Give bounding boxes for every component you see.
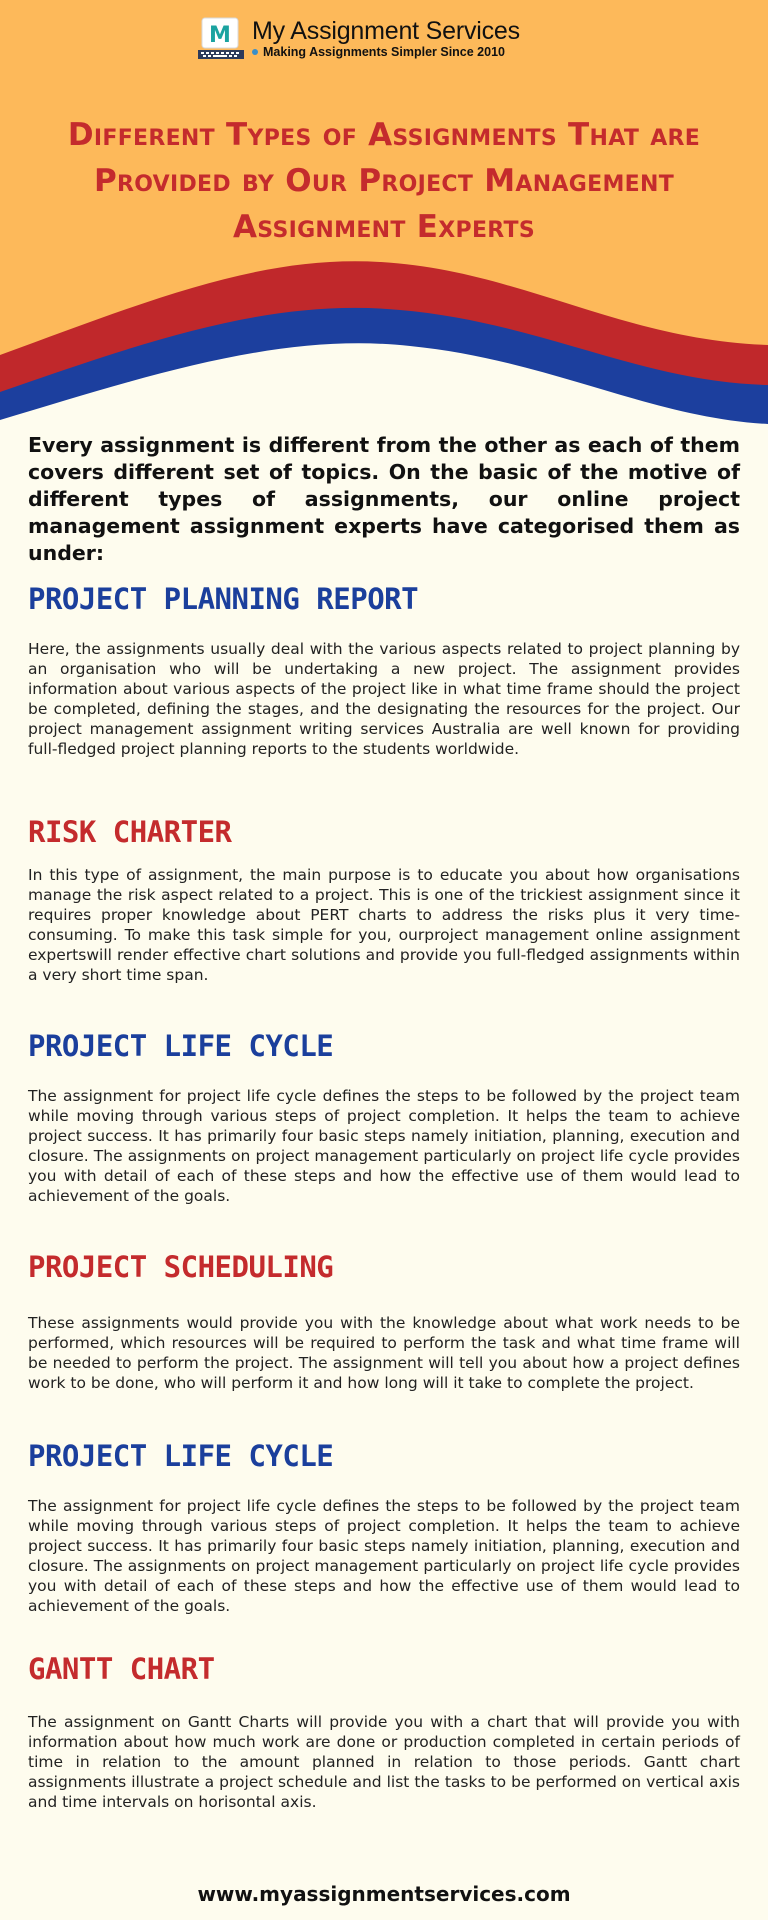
brand-logo[interactable] bbox=[198, 16, 520, 60]
section-heading-gantt-chart: GANTT CHART bbox=[28, 1652, 215, 1686]
section-body-project-planning-report: Here, the assignments usually deal with the various aspects related to project planning by an organisation who will be undertaking a new project. The assignment provides information about various aspects of the project like in what time frame should the project be completed, defining the stages, and the designating the resources for the project. Our project management assignment writing services Australia are well known for providing full-fledged project planning reports to the students worldwide. bbox=[28, 640, 740, 758]
footer-website-link[interactable]: www.myassignmentservices.com bbox=[197, 1882, 571, 1906]
section-heading-risk-charter: RISK CHARTER bbox=[28, 815, 232, 849]
brand-tagline-row bbox=[252, 45, 520, 59]
section-body-risk-charter: In this type of assignment, the main purpose is to educate you about how organisations manage the risk aspect related to a project. This is one of the trickiest assignment since it requires proper knowledge about PERT charts to address the risks plus it very time-consuming. To make this task simple for you, ourproject management online assignment expertswill render effective chart solutions and provide you full-fledged assignments within a very short time span. bbox=[28, 866, 740, 984]
logo-letter: M bbox=[209, 23, 231, 48]
section-body-gantt-chart: The assignment on Gantt Charts will provide you with a chart that will provide you with information about how much work are done or production completed in certain periods of time in relation to the amount planned in relation to those periods. Gantt chart assignments illustrate a project schedule and list the tasks to be performed on vertical axis and time intervals on horisontal axis. bbox=[28, 1713, 740, 1811]
section-heading-project-life-cycle-2: PROJECT LIFE CYCLE bbox=[28, 1439, 334, 1473]
section-body-project-life-cycle: The assignment for project life cycle defines the steps to be followed by the project team while moving through various steps of project completion. It helps the team to achieve project success. It has primarily four basic steps namely initiation, planning, execution and closure. The assignments on project management particularly on project life cycle provides you with detail of each of these steps and how the effective use of them would lead to achievement of the goals. bbox=[28, 1087, 740, 1205]
logo-mark-icon bbox=[198, 16, 246, 60]
brand-name: My Assignment Services bbox=[252, 17, 520, 45]
section-heading-project-scheduling: PROJECT SCHEDULING bbox=[28, 1250, 334, 1284]
section-body-project-scheduling: These assignments would provide you with the knowledge about what work needs to be performed, which resources will be required to perform the task and what time frame will be needed to perform the project. The assignment will tell you about how a project defines work to be done, who will perform it and how long will it take to complete the project. bbox=[28, 1314, 740, 1392]
intro-paragraph: Every assignment is different from the other as each of them covers different set of topics. On the basic of the motive of different types of assignments, our online project management assignment experts have categorised them as under: bbox=[28, 433, 740, 565]
page-title: Different Types of Assignments That are Provided by Our Project Management Assignment Experts bbox=[67, 117, 701, 245]
section-heading-project-life-cycle: PROJECT LIFE CYCLE bbox=[28, 1029, 334, 1063]
section-body-project-life-cycle-2: The assignment for project life cycle defines the steps to be followed by the project team while moving through various steps of project completion. It helps the team to achieve project success. It has primarily four basic steps namely initiation, planning, execution and closure. The assignments on project management particularly on project life cycle provides you with detail of each of these steps and how the effective use of them would lead to achievement of the goals. bbox=[28, 1497, 740, 1615]
bullet-dot-icon bbox=[252, 49, 258, 55]
section-heading-project-planning-report: PROJECT PLANNING REPORT bbox=[28, 582, 419, 616]
hero-banner bbox=[0, 0, 768, 430]
brand-tagline: Making Assignments Simpler Since 2010 bbox=[263, 45, 505, 59]
